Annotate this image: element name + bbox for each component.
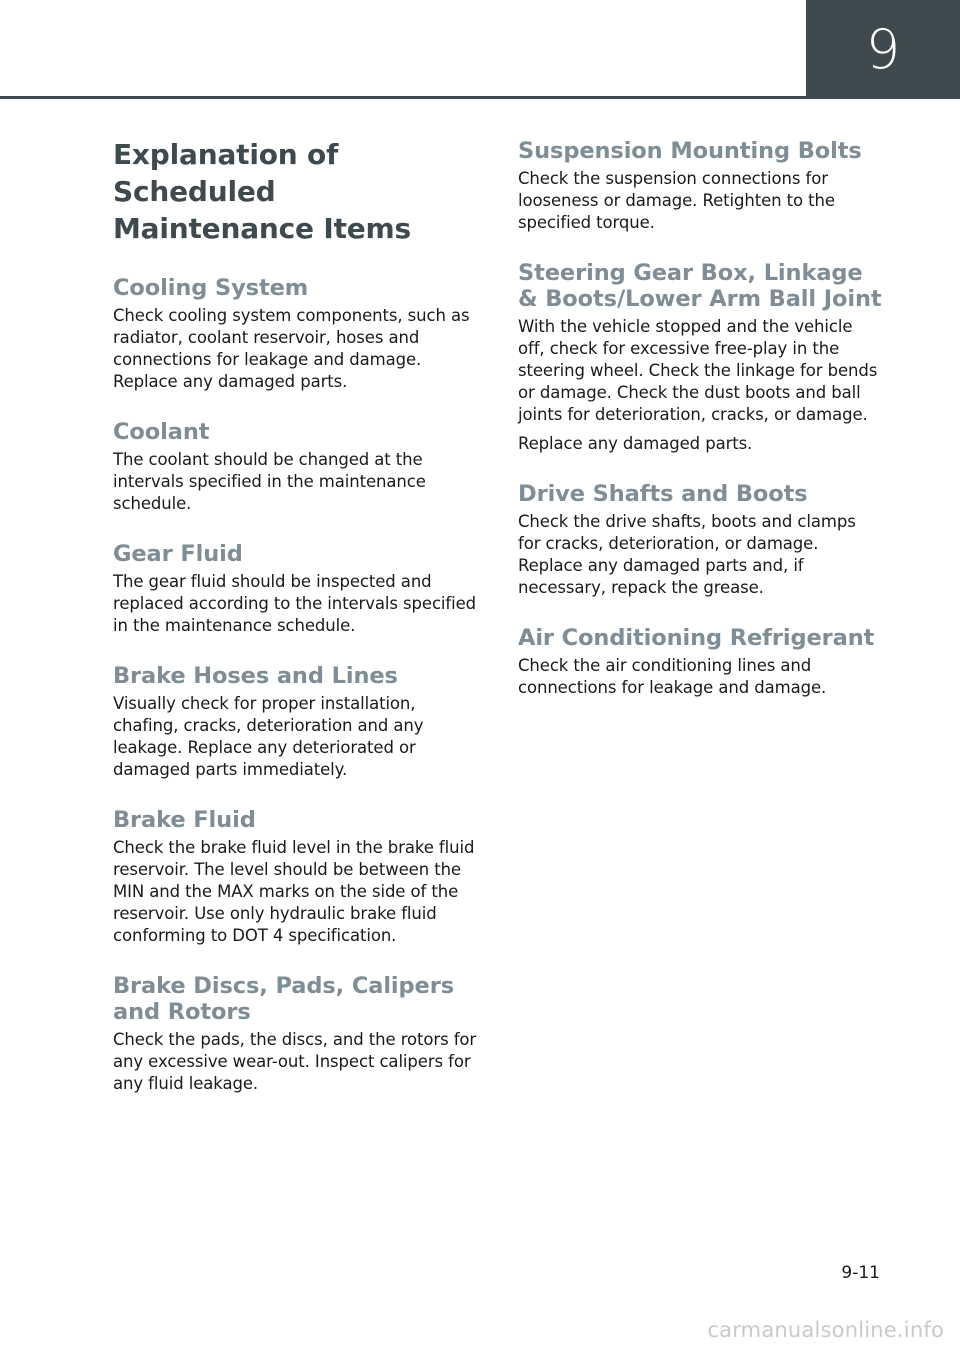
section bbox=[518, 625, 883, 699]
section bbox=[113, 541, 478, 637]
section-heading: Steering Gear Box, Linkage & Boots/Lower Arm Ball Joint bbox=[518, 260, 882, 312]
section-heading: Air Conditioning Refrigerant bbox=[518, 625, 875, 651]
section-heading: Cooling System bbox=[113, 275, 309, 301]
section-paragraph: With the vehicle stopped and the vehicle off, check for excessive free-play in the steering wheel. Check the linkage for bends or damage. Check the dust boots and ball joints for deterioration, cracks, or damage. bbox=[518, 317, 878, 424]
section-paragraph: The coolant should be changed at the intervals specified in the maintenance schedule. bbox=[113, 450, 426, 513]
section-paragraph: The gear fluid should be inspected and replaced according to the intervals specified in the maintenance schedule. bbox=[113, 572, 477, 635]
left-column bbox=[113, 136, 478, 1121]
section bbox=[518, 260, 883, 455]
section-heading: Brake Hoses and Lines bbox=[113, 663, 398, 689]
page-title: Explanation of Scheduled Maintenance Items bbox=[113, 138, 411, 245]
header-rule bbox=[0, 96, 806, 99]
section-paragraph: Check the suspension connections for looseness or damage. Retighten to the specified torque. bbox=[518, 169, 835, 232]
section bbox=[518, 481, 883, 599]
section-paragraph: Check cooling system components, such as radiator, coolant reservoir, hoses and connections for leakage and damage. Replace any damaged parts. bbox=[113, 306, 470, 391]
section bbox=[113, 973, 478, 1095]
section-paragraph: Check the air conditioning lines and connections for leakage and damage. bbox=[518, 656, 827, 697]
page-number: 9-11 bbox=[841, 1263, 880, 1283]
section-heading: Drive Shafts and Boots bbox=[518, 481, 808, 507]
section bbox=[113, 807, 478, 947]
section-heading: Gear Fluid bbox=[113, 541, 243, 567]
section-paragraph: Check the pads, the discs, and the rotors for any excessive wear-out. Inspect calipers for any fluid leakage. bbox=[113, 1030, 477, 1093]
section bbox=[113, 663, 478, 781]
chapter-number: 9 bbox=[865, 18, 901, 81]
watermark: carmanualsonline.info bbox=[707, 1318, 944, 1342]
section bbox=[113, 419, 478, 515]
section-paragraph: Visually check for proper installation, chafing, cracks, deterioration and any leakage. Replace any deteriorated or damaged parts immediately. bbox=[113, 694, 424, 779]
section-heading: Suspension Mounting Bolts bbox=[518, 138, 862, 164]
right-column bbox=[518, 136, 883, 725]
section-heading: Coolant bbox=[113, 419, 210, 445]
left-sections bbox=[113, 275, 478, 1095]
section-paragraph: Check the drive shafts, boots and clamps for cracks, deterioration, or damage. Replace any damaged parts and, if necessary, repack the grease. bbox=[518, 512, 856, 597]
section-heading: Brake Fluid bbox=[113, 807, 256, 833]
section-heading: Brake Discs, Pads, Calipers and Rotors bbox=[113, 973, 454, 1025]
section bbox=[113, 275, 478, 393]
section bbox=[518, 138, 883, 234]
section-paragraph: Check the brake fluid level in the brake fluid reservoir. The level should be between the MIN and the MAX marks on the side of the reservoir. Use only hydraulic brake fluid conforming to DOT 4 specification. bbox=[113, 838, 475, 945]
section-paragraph: Replace any damaged parts. bbox=[518, 434, 753, 453]
chapter-tab bbox=[806, 0, 960, 99]
